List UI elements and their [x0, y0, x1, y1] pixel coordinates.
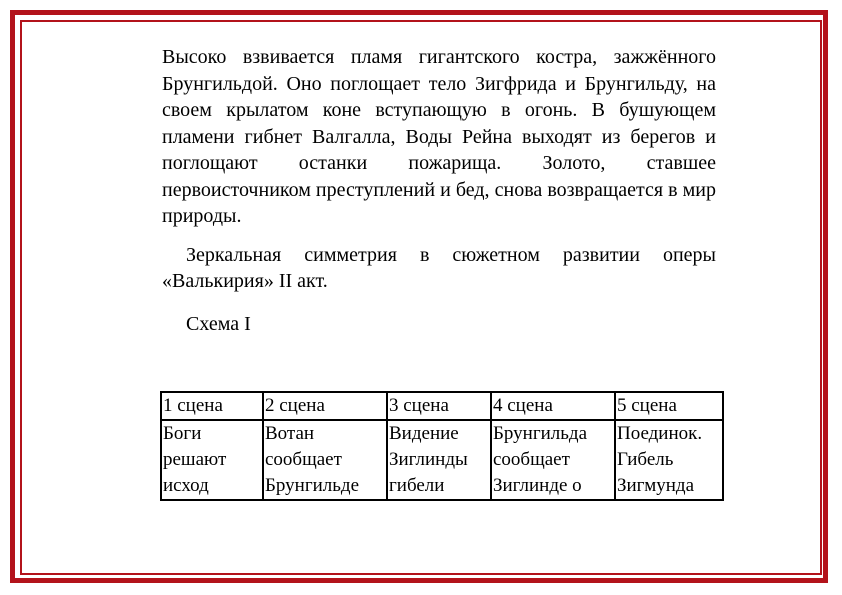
header-cell-4: 4 сцена [491, 392, 615, 420]
header-cell-2: 2 сцена [263, 392, 387, 420]
table-header-row [161, 392, 723, 420]
table-cell-1: Боги решают исход [161, 420, 263, 500]
text-block [162, 44, 716, 295]
table-cell-3: Видение Зиглинды гибели [387, 420, 491, 500]
table-cell-4: Брунгильда сообщает Зиглинде о [491, 420, 615, 500]
table-row [161, 420, 723, 500]
table-cell-2: Вотан сообщает Брунгильде [263, 420, 387, 500]
table-cell-5: Поединок. Гибель Зигмунда [615, 420, 723, 500]
paragraph-1: Высоко взвивается пламя гигантского костра, зажжённого Брунгильдой. Оно поглощает тело Зигфрида и Брунгильду, на своем крылатом коне вступающую в огонь. В бушующем пламени гибнет Валгалла, Воды Рейна выходят из берегов и поглощают останки пожарища. Золото, ставшее первоисточником преступлений и бед, снова возвращается в мир природы. [162, 46, 716, 227]
paragraph-2: Зеркальная симметрия в сюжетном развитии оперы «Валькирия» II акт. [162, 243, 716, 292]
scenes-table [160, 391, 724, 501]
header-cell-5: 5 сцена [615, 392, 723, 420]
header-cell-1: 1 сцена [161, 392, 263, 420]
scheme-label: Схема I [186, 313, 251, 335]
header-cell-3: 3 сцена [387, 392, 491, 420]
